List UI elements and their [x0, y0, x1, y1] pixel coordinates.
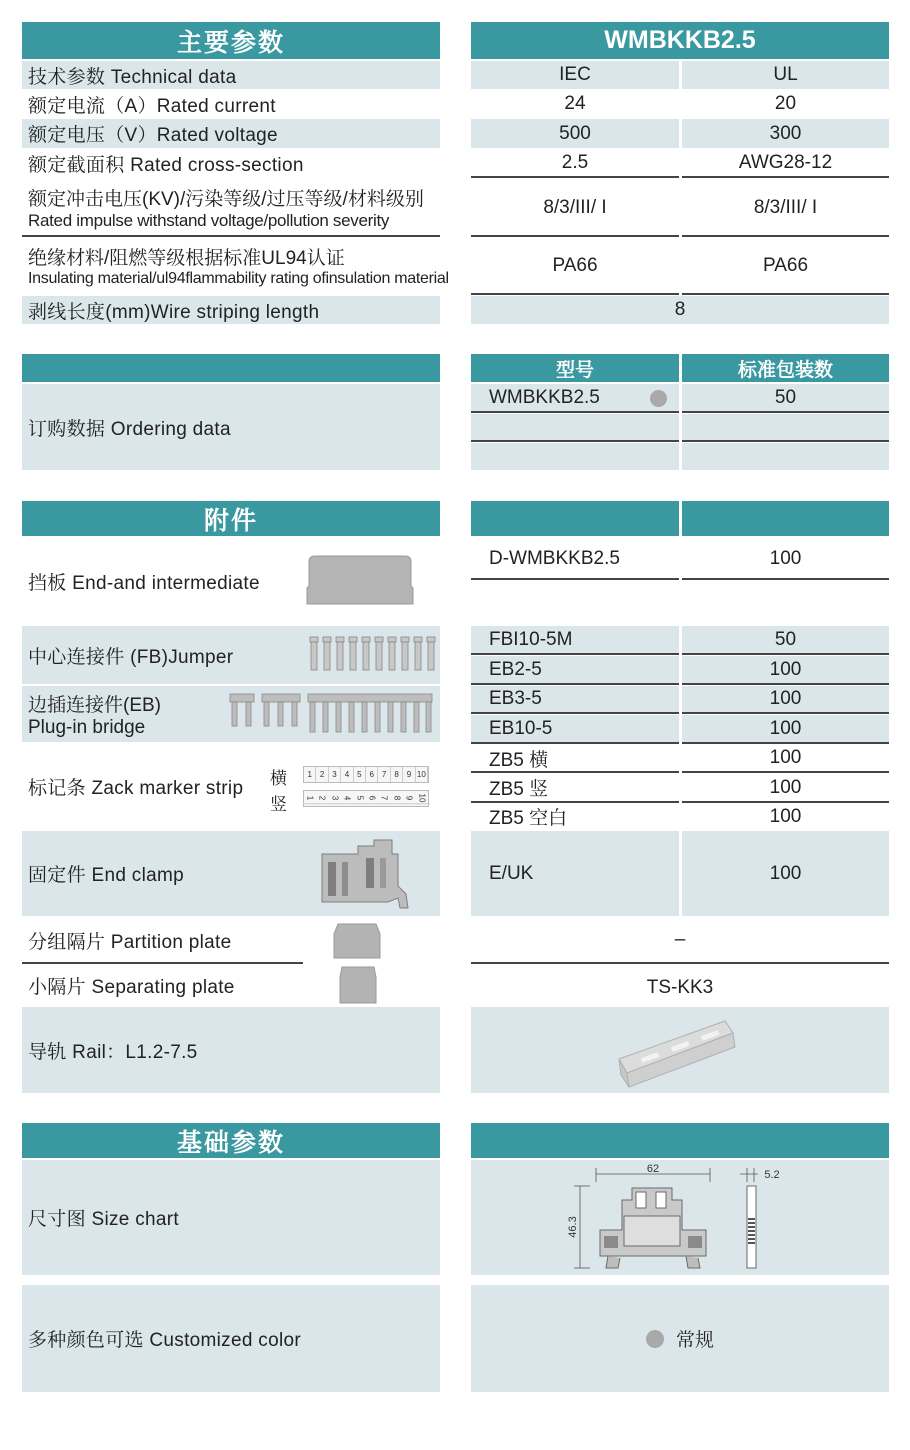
rated-current-iec: 24: [471, 90, 679, 118]
divider: [682, 440, 889, 442]
cross-section-ul: AWG28-12: [682, 149, 889, 177]
end-plate-image: [305, 552, 415, 608]
size-thickness-label: 5.2: [764, 1169, 780, 1181]
marker-number: 5: [354, 767, 366, 782]
ordering-empty-cell: [471, 414, 679, 440]
rail-image: [471, 1007, 889, 1093]
marker-number: 10: [414, 792, 429, 804]
divider: [22, 962, 303, 964]
bridge-pack-3: 100: [682, 715, 889, 742]
impulse-label-cn: 额定冲击电压(KV)/污染等级/过压等级/材料级别: [28, 189, 424, 210]
marker-number: 2: [316, 767, 328, 782]
accessories-header: 附件: [22, 501, 440, 536]
jumper-pack: 50: [682, 626, 889, 654]
marker-number: 6: [365, 792, 380, 804]
insulation-iec: PA66: [471, 238, 679, 293]
divider: [682, 176, 889, 178]
marker-number: 6: [366, 767, 378, 782]
bridge-model-1: EB2-5: [471, 656, 679, 683]
impulse-voltage-label: [22, 180, 440, 235]
divider: [682, 771, 889, 773]
marker-number: 7: [378, 767, 390, 782]
end-plate-pack: 100: [682, 538, 889, 580]
technical-data-label: 技术参数 Technical data: [22, 61, 440, 89]
separating-plate-label: 小隔片 Separating plate: [22, 965, 440, 1005]
divider: [682, 235, 889, 237]
marker-number: 1: [304, 767, 316, 782]
marker-heng-label: 横: [270, 769, 287, 788]
size-chart-drawing: [560, 1160, 800, 1275]
col-model-header: 型号: [471, 354, 679, 382]
jumper-label: 中心连接件 (FB)Jumper: [22, 626, 440, 684]
ul-header: UL: [682, 61, 889, 89]
jumper-image: [306, 634, 438, 674]
end-clamp-label: 固定件 End clamp: [22, 831, 440, 916]
accessories-header-right: [682, 501, 889, 536]
divider: [682, 742, 889, 744]
marker-number: 3: [329, 767, 341, 782]
size-height-label: 46.3: [567, 1216, 579, 1238]
impulse-iec: 8/3/III/ I: [471, 180, 679, 235]
ordering-model: WMBKKB2.5: [489, 387, 600, 408]
bridge-model-3: EB10-5: [471, 715, 679, 742]
plug-in-bridge-image: [228, 692, 434, 736]
divider: [471, 771, 679, 773]
divider: [471, 712, 679, 714]
marker-number: 5: [352, 792, 367, 804]
end-plate-model: D-WMBKKB2.5: [471, 538, 679, 580]
divider: [471, 578, 679, 580]
rated-voltage-ul: 300: [682, 119, 889, 148]
rated-current-ul: 20: [682, 90, 889, 118]
insulation-label-en: Insulating material/ul94flammability rating ofinsulation material: [28, 270, 449, 287]
marker-strip-vertical-image: [303, 790, 429, 807]
ordering-pack: 50: [682, 384, 889, 412]
bridge-label-cn: 边插连接件(EB): [28, 694, 162, 716]
size-width-label: 62: [646, 1163, 660, 1175]
divider: [471, 235, 679, 237]
marker-model-1: ZB5 横: [471, 745, 679, 771]
col-pack-header: 标准包装数: [682, 354, 889, 382]
separating-plate-value: TS-KK3: [471, 968, 889, 1008]
ordering-empty-cell: [471, 443, 679, 470]
color-dot-icon: [650, 390, 667, 407]
accessories-header-right: [471, 501, 679, 536]
customized-color-value-cell: [471, 1285, 889, 1392]
ordering-data-label: 订购数据 Ordering data: [22, 384, 440, 470]
ordering-empty-cell: [682, 414, 889, 440]
cross-section-label: 额定截面积 Rated cross-section: [22, 149, 440, 177]
marker-number: 9: [402, 792, 417, 804]
divider: [471, 962, 889, 964]
marker-number: 2: [315, 792, 330, 804]
rail-label: 导轨 Rail：L1.2-7.5: [22, 1007, 440, 1093]
divider: [682, 653, 889, 655]
divider: [471, 653, 679, 655]
marker-strip-horizontal-image: [303, 766, 429, 783]
divider: [471, 683, 679, 685]
marker-number: 9: [403, 767, 415, 782]
divider: [22, 235, 440, 237]
partition-plate-label: 分组隔片 Partition plate: [22, 918, 440, 962]
marker-number: 1: [303, 792, 318, 804]
size-chart-label: 尺寸图 Size chart: [22, 1160, 440, 1275]
strip-length-label: 剥线长度(mm)Wire striping length: [22, 296, 440, 324]
marker-model-2: ZB5 竖: [471, 774, 679, 801]
divider: [471, 176, 679, 178]
customized-color-label: 多种颜色可选 Customized color: [22, 1285, 440, 1392]
basic-params-header-right: [471, 1123, 889, 1158]
rail-image-cell: [471, 1007, 889, 1093]
marker-number: 10: [416, 767, 428, 782]
insulation-ul: PA66: [682, 238, 889, 293]
customized-color-value: 常规: [675, 1330, 714, 1351]
divider: [682, 683, 889, 685]
bridge-label-en: Plug-in bridge: [28, 716, 146, 738]
impulse-ul: 8/3/III/ I: [682, 180, 889, 235]
rated-voltage-label: 额定电压（V）Rated voltage: [22, 119, 440, 148]
partition-plate-image: [330, 920, 384, 960]
main-params-header: 主要参数: [22, 22, 440, 59]
marker-number: 8: [391, 767, 403, 782]
marker-number: 4: [341, 767, 353, 782]
bridge-model-2: EB3-5: [471, 686, 679, 712]
iec-header: IEC: [471, 61, 679, 89]
marker-pack-1: 100: [682, 745, 889, 771]
divider: [682, 801, 889, 803]
end-clamp-image: [318, 836, 414, 912]
bridge-pack-1: 100: [682, 656, 889, 683]
marker-shu-label: 竖: [270, 795, 287, 814]
marker-number: 7: [377, 792, 392, 804]
color-swatch-icon: [646, 1330, 664, 1348]
ordering-header-left: [22, 354, 440, 382]
marker-number: 4: [340, 792, 355, 804]
marker-strip-label: 标记条 Zack marker strip: [22, 745, 440, 827]
end-clamp-model: E/UK: [471, 831, 679, 916]
separating-plate-image: [336, 965, 380, 1005]
product-model-header: WMBKKB2.5: [471, 22, 889, 59]
cross-section-iec: 2.5: [471, 149, 679, 177]
divider: [682, 293, 889, 295]
strip-length-value: 8: [471, 296, 889, 324]
marker-model-3: ZB5 空白: [471, 804, 679, 829]
marker-pack-2: 100: [682, 774, 889, 801]
end-plate-label: 挡板 End-and intermediate: [22, 538, 440, 624]
divider: [682, 411, 889, 413]
insulation-label-cn: 绝缘材料/阻燃等级根据标准UL94认证: [28, 248, 345, 269]
marker-pack-3: 100: [682, 804, 889, 829]
divider: [471, 293, 679, 295]
partition-plate-value: –: [471, 918, 889, 962]
jumper-model: FBI10-5M: [471, 626, 679, 654]
divider: [682, 712, 889, 714]
marker-number: 8: [390, 792, 405, 804]
rated-voltage-iec: 500: [471, 119, 679, 148]
divider: [471, 411, 679, 413]
basic-params-header: 基础参数: [22, 1123, 440, 1158]
insulation-material-label: [22, 238, 449, 293]
impulse-label-en: Rated impulse withstand voltage/pollution severity: [28, 211, 390, 230]
divider: [471, 440, 679, 442]
divider: [682, 578, 889, 580]
marker-number: 3: [328, 792, 343, 804]
rated-current-label: 额定电流（A）Rated current: [22, 90, 440, 118]
bridge-pack-2: 100: [682, 686, 889, 712]
end-clamp-pack: 100: [682, 831, 889, 916]
ordering-empty-cell: [682, 443, 889, 470]
ordering-model-cell: [471, 384, 679, 412]
